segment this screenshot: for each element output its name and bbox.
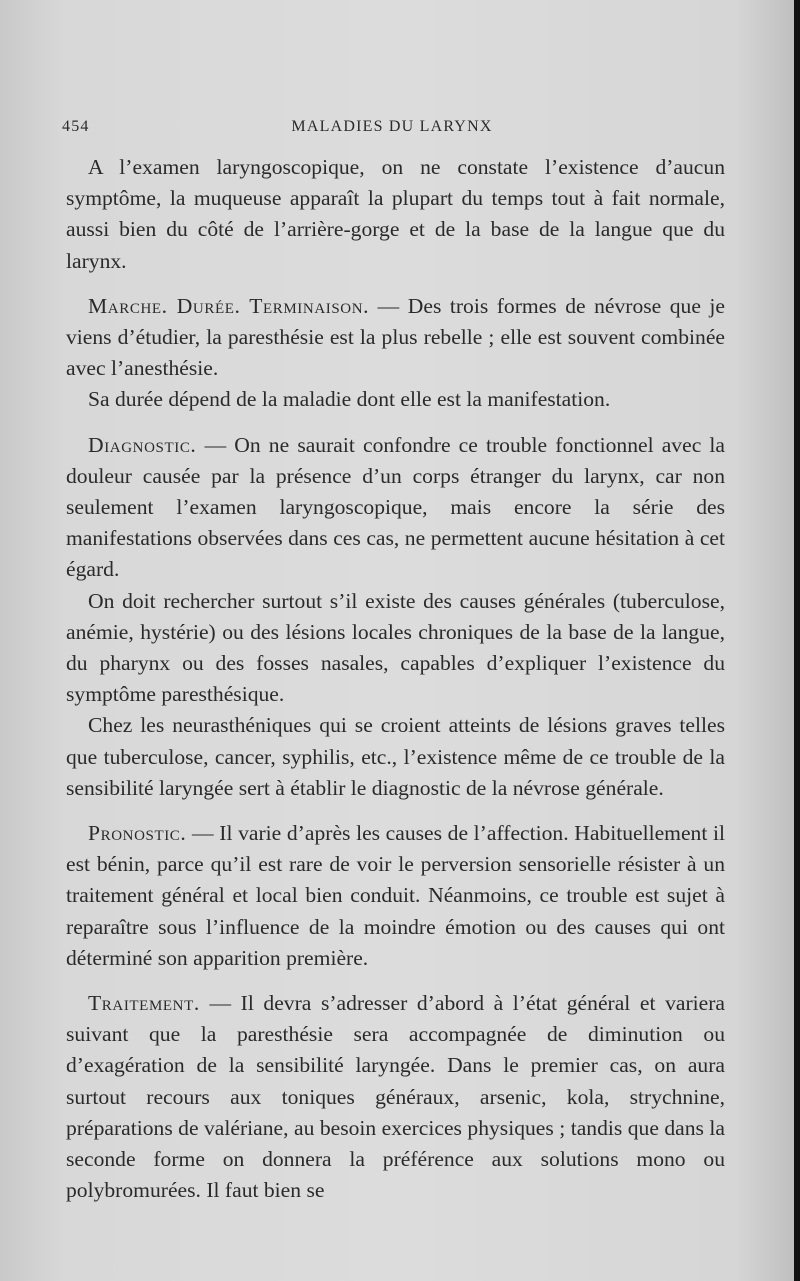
section-pronostic <box>66 818 725 974</box>
running-title: MALADIES DU LARYNX <box>291 118 493 135</box>
section-heading-pronostic: Pronostic. <box>88 821 187 846</box>
section-text-pronostic: — Il varie d’après les causes de l’affection. Habituellement il est bénin, parce qu’il est rare de voir le perversion sensorielle résister à un traitement général et local bien conduit. Néanmoins, ce trouble est sujet à reparaître sous l’influence de la moindre émotion ou des causes qui ont déterminé son apparition première. <box>66 821 725 970</box>
section-traitement <box>66 988 725 1206</box>
running-head <box>62 118 722 144</box>
page-body <box>66 152 725 1207</box>
paragraph-examen: A l’examen laryngoscopique, on ne constate l’existence d’aucun symptôme, la muqueuse apparaît la plupart du temps tout à fait normale, aussi bien du côté de l’arrière-gorge et de la base de la langue que du larynx. <box>66 155 725 273</box>
paragraph-duree: Sa durée dépend de la maladie dont elle est la manifestation. <box>88 387 611 412</box>
section-heading-marche: Marche. Durée. Terminaison. <box>88 293 370 318</box>
paragraph-causes: On doit rechercher surtout s’il existe des causes générales (tuberculose, anémie, hystérie) ou des lésions locales chroniques de la base de la langue, du pharynx ou des fosses nasales, capables d’expliquer l’existence du symptôme paresthésique. <box>66 588 725 707</box>
section-text-marche: — Des trois formes de névrose que je viens d’étudier, la paresthésie est la plus rebelle ; elle est souvent combinée avec l’anesthésie. <box>66 293 725 381</box>
section-diagnostic <box>66 430 725 586</box>
section-heading-diagnostic: Diagnostic. <box>88 432 197 457</box>
paragraph-neurasthenie: Chez les neurasthéniques qui se croient atteints de lésions graves telles que tuberculose, cancer, syphilis, etc., l’existence même de ce trouble de la sensibilité laryngée sert à établir le diagnostic de la névrose générale. <box>66 713 725 800</box>
section-text-diagnostic: — On ne saurait confondre ce trouble fonctionnel avec la douleur causée par la présence d’un corps étranger du larynx, car non seulement l’examen laryngoscopique, mais encore la série des manifestations observées dans ces cas, ne permettent aucune hésitation à cet égard. <box>66 432 725 582</box>
section-text-traitement: — Il devra s’adresser d’abord à l’état général et variera suivant que la paresthésie sera accompagnée de diminution ou d’exagération de la sensibilité laryngée. Dans le premier cas, on aura surtout recours aux toniques généraux, arsenic, kola, strychnine, préparations de valériane, au besoin exercices physiques ; tandis que dans la seconde forme on donnera la préférence aux solutions mono ou polybromurées. Il faut bien se <box>66 991 725 1203</box>
section-heading-traitement: Traitement. <box>88 991 200 1016</box>
scan-edge <box>794 0 800 1281</box>
page-number: 454 <box>62 118 90 135</box>
section-marche <box>66 291 725 385</box>
